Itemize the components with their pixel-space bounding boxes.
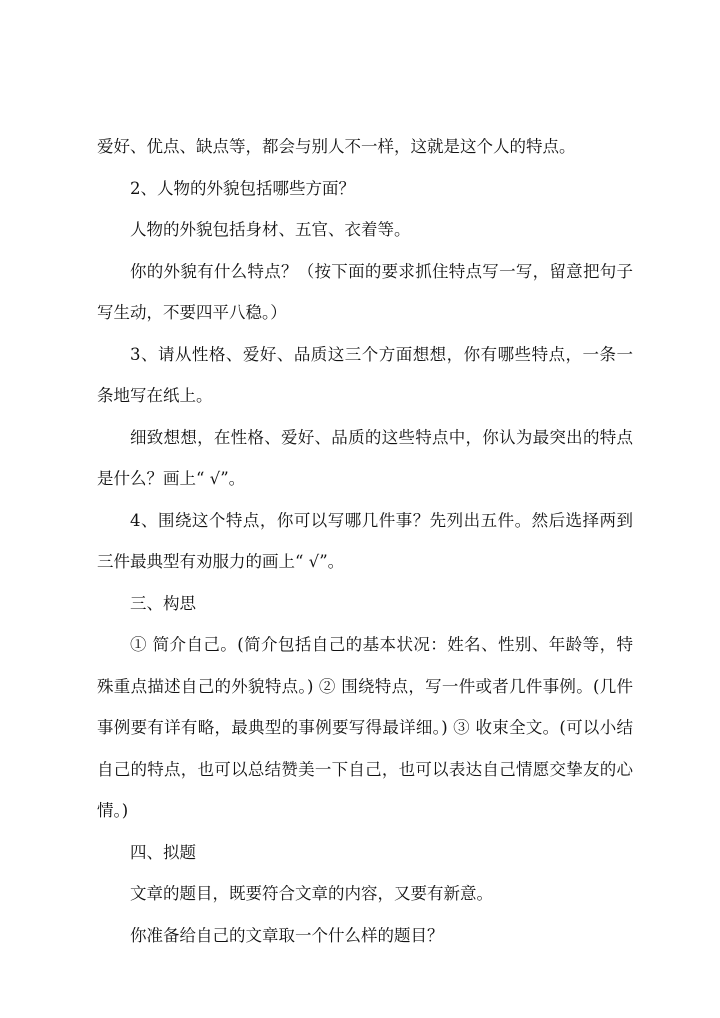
paragraph-2: 2、人物的外貌包括哪些方面？ [130, 178, 355, 198]
paragraph-12: 你准备给自己的文章取一个什么样的题目？ [130, 925, 444, 945]
paragraph-5: 3、请从性格、爱好、品质这三个方面想想，你有哪些特点，一条一条地写在纸上。 [97, 344, 633, 405]
paragraph-3: 人物的外貌包括身材、五官、衣着等。 [130, 220, 411, 239]
section-heading-4: 四、拟题 [130, 842, 196, 862]
paragraph-11: 文章的题目，既要符合文章的内容，又要有新意。 [130, 884, 493, 903]
paragraph-4: 你的外貌有什么特点？（按下面的要求抓住特点写一写，留意把句子写生动，不要四平八稳。） [97, 261, 633, 322]
paragraph-9: ① 简介自己。(简介包括自己的基本状况：姓名、性别、年龄等，特殊重点描述自己的外貌特点。) ② 围绕特点，写一件或者几件事例。(几件事例要有详有略，最典型的事例要写得最详细。) ③ 收束全文。(可以小结自己的特点，也可以总结赞美一下自己，也可以表达自己情愿交挚友的心情。) [97, 635, 633, 820]
paragraph-6: 细致想想，在性格、爱好、品质的这些特点中，你认为最突出的特点是什么？画上“ √”。 [97, 427, 633, 488]
paragraph-7: 4、围绕这个特点，你可以写哪几件事？先列出五件。然后选择两到三件最典型有劝服力的画上“ √”。 [97, 510, 633, 571]
paragraph-1: 爱好、优点、缺点等，都会与别人不一样，这就是这个人的特点。 [97, 137, 576, 156]
section-heading-3: 三、构思 [130, 593, 196, 613]
document-body [97, 126, 633, 956]
